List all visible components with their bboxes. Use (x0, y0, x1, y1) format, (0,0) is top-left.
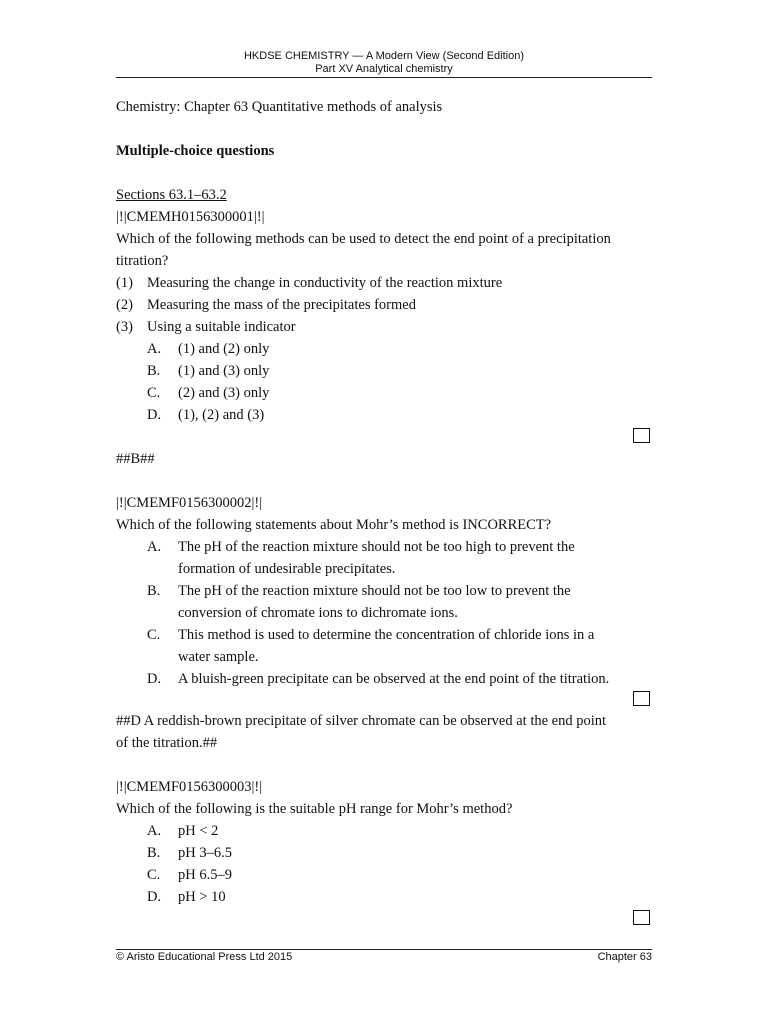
question-id: |!|CMEMH0156300001|!| (116, 209, 265, 225)
option-text-continued: formation of undesirable precipitates. (178, 561, 396, 577)
header-rule (116, 77, 652, 78)
option-text: pH < 2 (178, 823, 219, 839)
option-letter: A. (147, 341, 162, 357)
option-letter: D. (147, 671, 162, 687)
footer-copyright: © Aristo Educational Press Ltd 2015 (116, 951, 293, 963)
option-text: This method is used to determine the concentration of chloride ions in a (178, 627, 595, 643)
answer-box[interactable] (633, 428, 650, 443)
option-text: A bluish-green precipitate can be observed at the end point of the titration. (178, 671, 610, 687)
running-header-part: Part XV Analytical chemistry (315, 63, 453, 75)
option-letter: A. (147, 823, 162, 839)
option-letter: B. (147, 363, 161, 379)
footer-rule (116, 949, 652, 950)
option-text-continued: conversion of chromate ions to dichromate ions. (178, 605, 458, 621)
option-letter: B. (147, 845, 161, 861)
statement-number: (2) (116, 297, 133, 313)
statement-text: Measuring the change in conductivity of the reaction mixture (147, 275, 503, 291)
answer-key: ##D A reddish-brown precipitate of silver chromate can be observed at the end point (116, 713, 607, 729)
option-text: (1) and (2) only (178, 341, 270, 357)
option-text-continued: water sample. (178, 649, 259, 665)
question-stem: Which of the following methods can be used to detect the end point of a precipitation (116, 231, 611, 247)
option-text: (2) and (3) only (178, 385, 270, 401)
answer-key-continued: of the titration.## (116, 735, 218, 751)
option-letter: C. (147, 867, 161, 883)
chapter-title: Chemistry: Chapter 63 Quantitative methods of analysis (116, 99, 443, 115)
option-text: (1) and (3) only (178, 363, 270, 379)
option-letter: C. (147, 385, 161, 401)
question-stem-continued: titration? (116, 253, 169, 269)
answer-key: ##B## (116, 451, 155, 467)
option-text: pH > 10 (178, 889, 226, 905)
option-text: pH 6.5–9 (178, 867, 232, 883)
option-text: pH 3–6.5 (178, 845, 232, 861)
question-stem: Which of the following statements about Mohr’s method is INCORRECT? (116, 517, 552, 533)
statement-number: (1) (116, 275, 133, 291)
answer-box[interactable] (633, 691, 650, 706)
statement-text: Measuring the mass of the precipitates formed (147, 297, 416, 313)
footer-chapter: Chapter 63 (597, 951, 652, 963)
statement-text: Using a suitable indicator (147, 319, 296, 335)
section-heading: Multiple-choice questions (116, 143, 275, 159)
question-id: |!|CMEMF0156300003|!| (116, 779, 263, 795)
statement-number: (3) (116, 319, 133, 335)
option-letter: C. (147, 627, 161, 643)
question-id: |!|CMEMF0156300002|!| (116, 495, 263, 511)
question-stem: Which of the following is the suitable pH range for Mohr’s method? (116, 801, 513, 817)
option-text: (1), (2) and (3) (178, 407, 265, 423)
option-text: The pH of the reaction mixture should not be too low to prevent the (178, 583, 571, 599)
option-letter: D. (147, 407, 162, 423)
option-letter: D. (147, 889, 162, 905)
option-text: The pH of the reaction mixture should not be too high to prevent the (178, 539, 575, 555)
running-header-title: HKDSE CHEMISTRY — A Modern View (Second Edition) (243, 50, 524, 62)
option-letter: A. (147, 539, 162, 555)
subsection-heading: Sections 63.1–63.2 (116, 187, 227, 203)
answer-box[interactable] (633, 910, 650, 925)
option-letter: B. (147, 583, 161, 599)
